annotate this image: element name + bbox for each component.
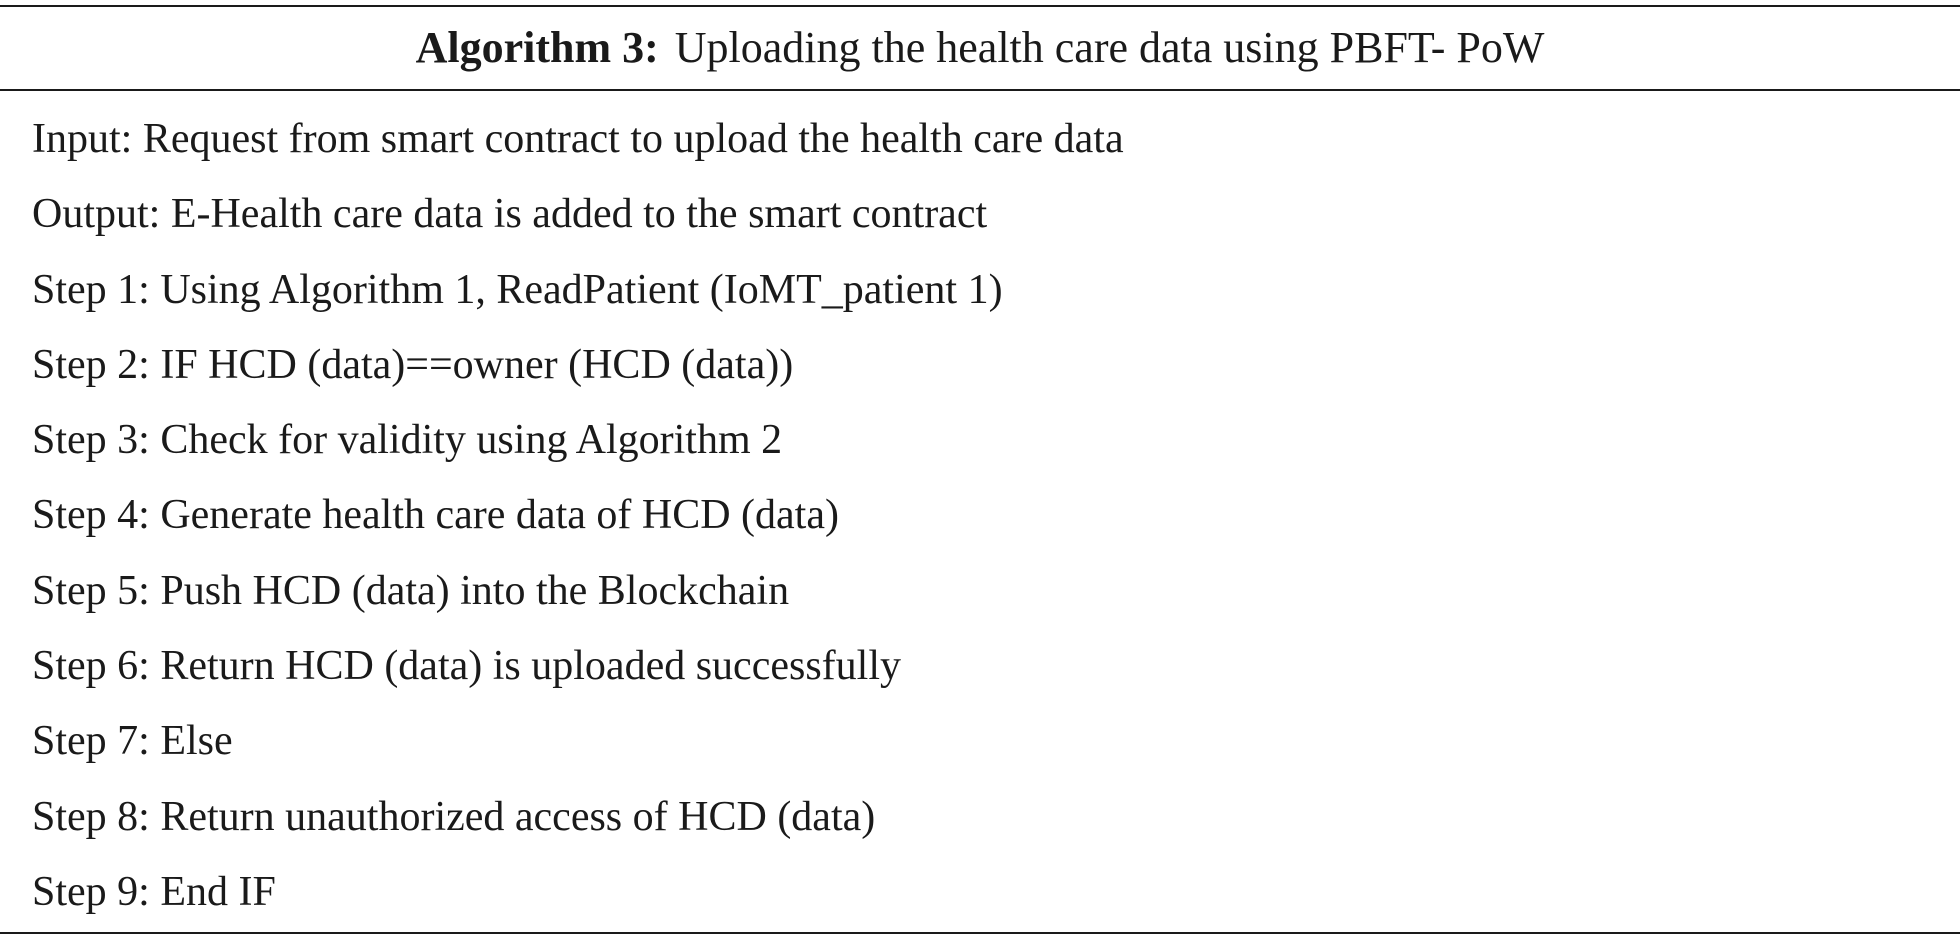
step-5-line: Step 5: Push HCD (data) into the Blockchain xyxy=(32,567,790,614)
algorithm-steps xyxy=(32,102,1932,930)
step-7-line: Step 7: Else xyxy=(32,718,233,765)
top-rule xyxy=(0,5,1960,7)
step-8-line: Step 8: Return unauthorized access of HCD (data) xyxy=(32,793,876,840)
step-4-line: Step 4: Generate health care data of HCD (data) xyxy=(32,492,839,539)
step-6-line: Step 6: Return HCD (data) is uploaded successfully xyxy=(32,643,901,690)
step-3-line: Step 3: Check for validity using Algorithm 2 xyxy=(32,417,783,464)
algorithm-title: Uploading the health care data using PBFT- PoW xyxy=(674,23,1545,72)
algorithm-label: Algorithm 3: xyxy=(415,23,659,72)
step-9-line: Step 9: End IF xyxy=(32,868,276,915)
bottom-rule xyxy=(0,932,1960,934)
step-1-line: Step 1: Using Algorithm 1, ReadPatient (IoMT_patient 1) xyxy=(32,266,1003,313)
algorithm-caption xyxy=(0,14,1960,82)
header-rule xyxy=(0,89,1960,91)
input-line: Input: Request from smart contract to upload the health care data xyxy=(32,116,1124,162)
output-line: Output: E-Health care data is added to the smart contract xyxy=(32,191,988,238)
step-2-line: Step 2: IF HCD (data)==owner (HCD (data)) xyxy=(32,341,794,388)
